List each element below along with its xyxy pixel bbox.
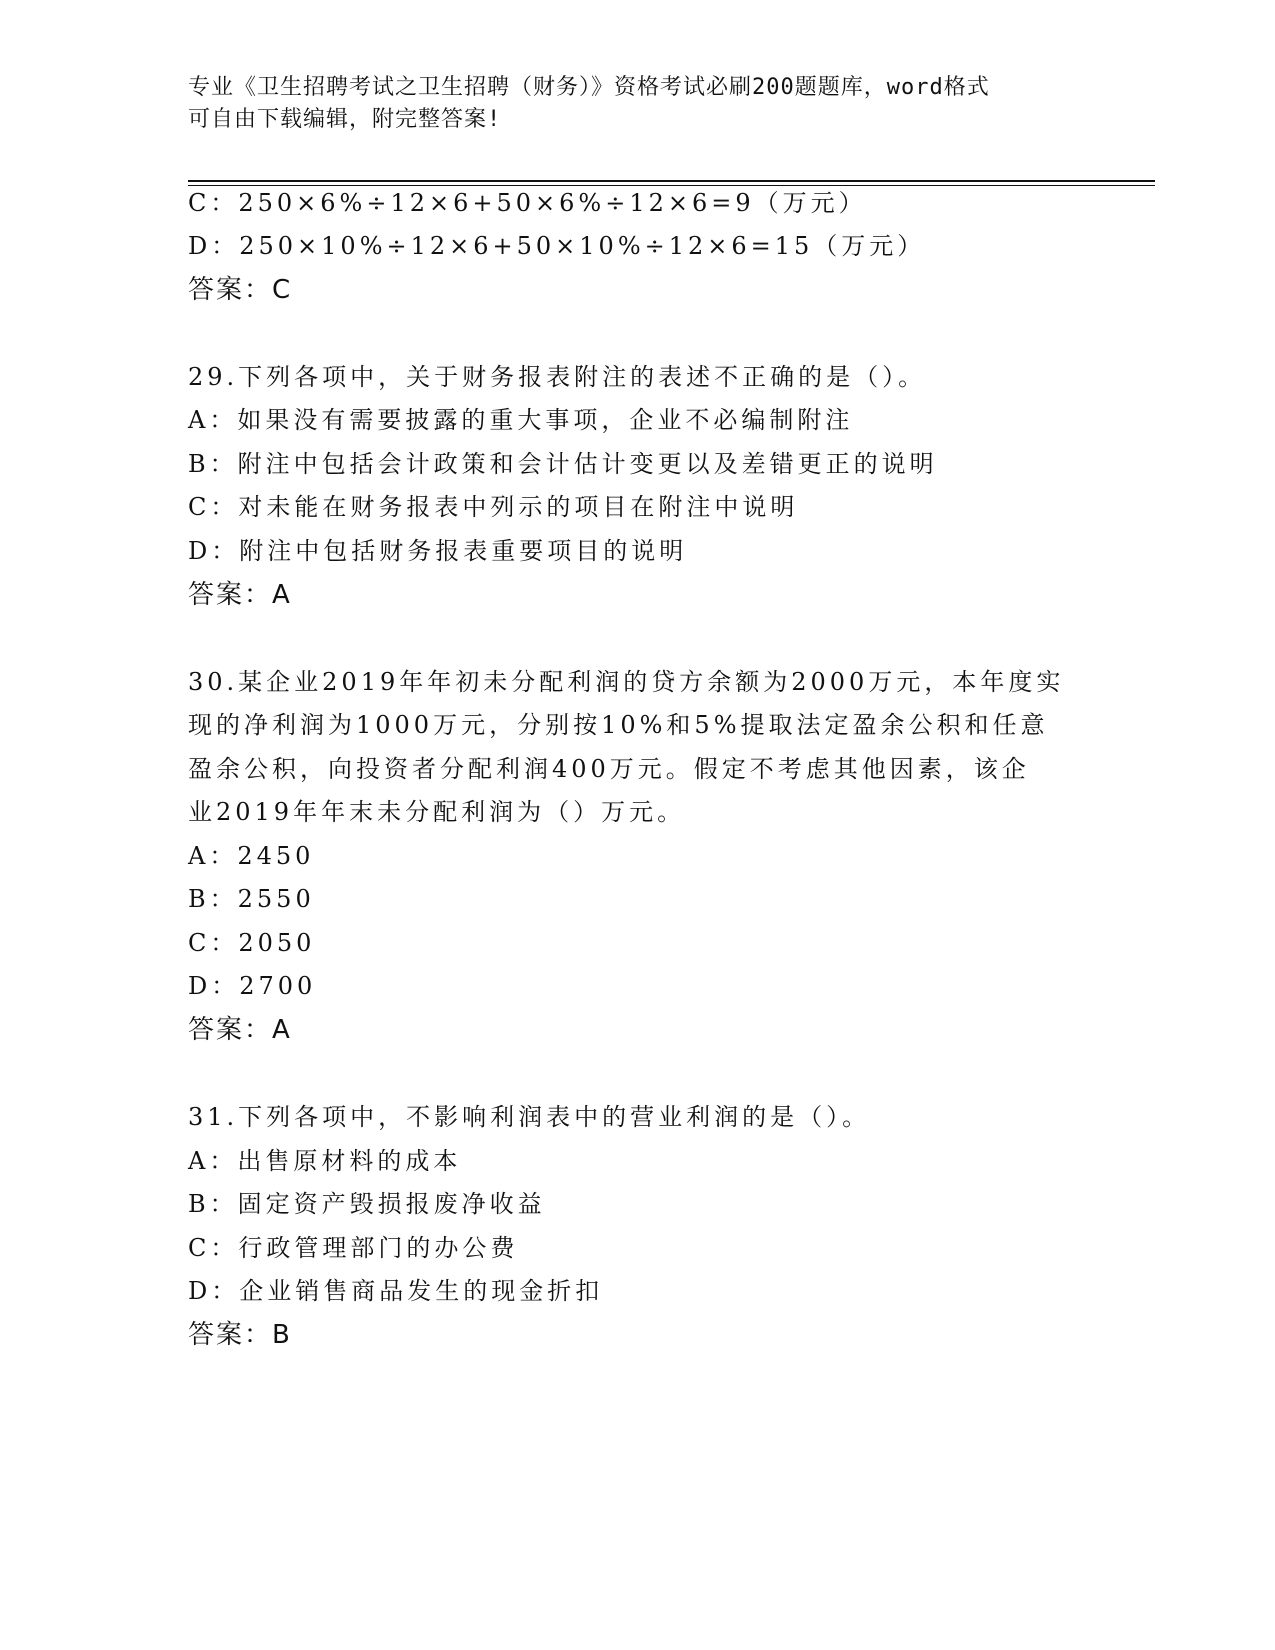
- q29-option-d: D：附注中包括财务报表重要项目的说明: [188, 537, 688, 565]
- q28-option-c: C：250×6%÷12×6+50×6%÷12×6=9（万元）: [188, 189, 867, 217]
- header-divider-thin: [188, 185, 1155, 186]
- header-divider-thick: [188, 180, 1155, 182]
- q30-stem-line-2: 现的净利润为1000万元，分别按10%和5%提取法定盈余公积和任意: [188, 711, 1049, 739]
- q29-stem: 29.下列各项中，关于财务报表附注的表述不正确的是（）。: [188, 363, 927, 391]
- q31-option-a: A：出售原材料的成本: [188, 1147, 462, 1175]
- q29-option-b: B：附注中包括会计政策和会计估计变更以及差错更正的说明: [188, 450, 938, 478]
- q28-option-d: D：250×10%÷12×6+50×10%÷12×6=15（万元）: [188, 232, 926, 260]
- q28-answer: 答案：C: [188, 275, 293, 305]
- q30-answer: 答案：A: [188, 1015, 292, 1045]
- q30-option-c: C：2050: [188, 929, 316, 957]
- header-line-1: 专业《卫生招聘考试之卫生招聘（财务）》资格考试必刷200题题库，word格式: [188, 75, 990, 100]
- q30-option-a: A：2450: [188, 842, 315, 870]
- q30-option-b: B：2550: [188, 885, 315, 913]
- q30-option-d: D：2700: [188, 972, 317, 1000]
- q30-stem-line-3: 盈余公积，向投资者分配利润400万元。假定不考虑其他因素，该企: [188, 755, 1030, 783]
- q31-option-b: B：固定资产毁损报废净收益: [188, 1190, 546, 1218]
- q29-option-c: C：对未能在财务报表中列示的项目在附注中说明: [188, 493, 799, 521]
- q30-stem-line-1: 30.某企业2019年年初未分配利润的贷方余额为2000万元，本年度实: [188, 668, 1065, 696]
- q29-answer: 答案：A: [188, 580, 292, 610]
- q29-option-a: A：如果没有需要披露的重大事项，企业不必编制附注: [188, 406, 854, 434]
- header-line-2: 可自由下载编辑，附完整答案!: [188, 107, 502, 132]
- q30-stem-line-4: 业2019年年末未分配利润为（）万元。: [188, 798, 686, 826]
- q31-stem: 31.下列各项中，不影响利润表中的营业利润的是（）。: [188, 1103, 871, 1131]
- q31-option-c: C：行政管理部门的办公费: [188, 1234, 519, 1262]
- document-header: [188, 72, 1068, 136]
- q31-option-d: D：企业销售商品发生的现金折扣: [188, 1277, 604, 1305]
- q31-answer: 答案：B: [188, 1320, 292, 1350]
